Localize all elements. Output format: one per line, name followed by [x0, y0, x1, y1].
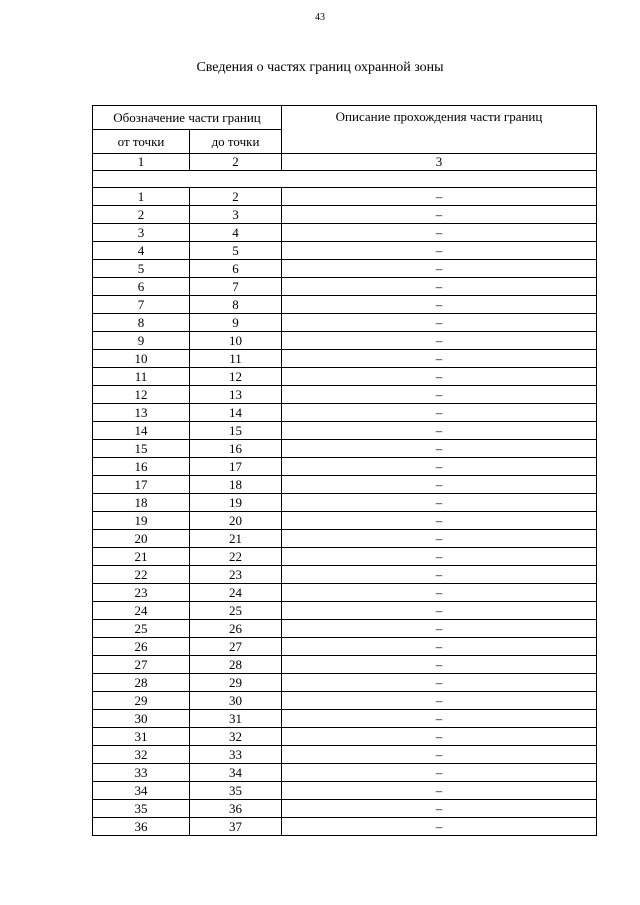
to-point-cell: 6: [190, 260, 282, 278]
table-row: [93, 764, 597, 782]
to-point-cell: 2: [190, 188, 282, 206]
from-point-cell: 16: [93, 458, 190, 476]
from-point-cell: 10: [93, 350, 190, 368]
from-point-cell: 21: [93, 548, 190, 566]
table-row: [93, 260, 597, 278]
description-cell: –: [282, 602, 597, 620]
description-cell: –: [282, 368, 597, 386]
table-row: [93, 602, 597, 620]
description-cell: –: [282, 656, 597, 674]
from-point-cell: 18: [93, 494, 190, 512]
table-row: [93, 458, 597, 476]
table-row: [93, 386, 597, 404]
table-row: [93, 584, 597, 602]
table-row: [93, 494, 597, 512]
to-point-cell: 11: [190, 350, 282, 368]
to-point-cell: 18: [190, 476, 282, 494]
from-point-cell: 32: [93, 746, 190, 764]
description-cell: –: [282, 512, 597, 530]
blank-row: [93, 171, 597, 188]
table-row: [93, 620, 597, 638]
page-number: 43: [315, 12, 325, 23]
to-point-cell: 20: [190, 512, 282, 530]
table-row: [93, 224, 597, 242]
description-cell: –: [282, 782, 597, 800]
to-point-cell: 25: [190, 602, 282, 620]
from-point-cell: 30: [93, 710, 190, 728]
description-cell: –: [282, 242, 597, 260]
table-row: [93, 296, 597, 314]
to-point-cell: 15: [190, 422, 282, 440]
from-point-cell: 1: [93, 188, 190, 206]
description-cell: –: [282, 476, 597, 494]
from-point-cell: 20: [93, 530, 190, 548]
to-point-cell: 28: [190, 656, 282, 674]
from-point-cell: 36: [93, 818, 190, 836]
description-cell: –: [282, 296, 597, 314]
description-cell: –: [282, 458, 597, 476]
to-point-cell: 32: [190, 728, 282, 746]
description-cell: –: [282, 692, 597, 710]
table-row: [93, 782, 597, 800]
boundary-parts-table: [92, 105, 597, 836]
from-point-cell: 28: [93, 674, 190, 692]
table-header-row: [93, 106, 597, 130]
from-point-cell: 5: [93, 260, 190, 278]
table-row: [93, 746, 597, 764]
to-point-cell: 22: [190, 548, 282, 566]
to-point-cell: 23: [190, 566, 282, 584]
from-point-cell: 33: [93, 764, 190, 782]
header-designation: Обозначение части границ: [93, 106, 282, 130]
column-number-row: [93, 154, 597, 171]
to-point-cell: 8: [190, 296, 282, 314]
description-cell: –: [282, 386, 597, 404]
from-point-cell: 6: [93, 278, 190, 296]
from-point-cell: 14: [93, 422, 190, 440]
description-cell: –: [282, 260, 597, 278]
column-number: 2: [190, 154, 282, 171]
to-point-cell: 33: [190, 746, 282, 764]
description-cell: –: [282, 278, 597, 296]
table-row: [93, 188, 597, 206]
to-point-cell: 31: [190, 710, 282, 728]
from-point-cell: 3: [93, 224, 190, 242]
from-point-cell: 23: [93, 584, 190, 602]
to-point-cell: 17: [190, 458, 282, 476]
to-point-cell: 14: [190, 404, 282, 422]
from-point-cell: 31: [93, 728, 190, 746]
to-point-cell: 34: [190, 764, 282, 782]
from-point-cell: 35: [93, 800, 190, 818]
table-row: [93, 242, 597, 260]
description-cell: –: [282, 206, 597, 224]
table-row: [93, 818, 597, 836]
description-cell: –: [282, 530, 597, 548]
header-from-point: от точки: [93, 130, 190, 154]
header-description: Описание прохождения части границ: [282, 106, 597, 154]
table-row: [93, 800, 597, 818]
table-row: [93, 512, 597, 530]
table-row: [93, 566, 597, 584]
to-point-cell: 26: [190, 620, 282, 638]
from-point-cell: 2: [93, 206, 190, 224]
table-row: [93, 530, 597, 548]
description-cell: –: [282, 818, 597, 836]
from-point-cell: 9: [93, 332, 190, 350]
from-point-cell: 19: [93, 512, 190, 530]
from-point-cell: 25: [93, 620, 190, 638]
to-point-cell: 10: [190, 332, 282, 350]
description-cell: –: [282, 440, 597, 458]
description-cell: –: [282, 188, 597, 206]
column-number: 3: [282, 154, 597, 171]
table-row: [93, 548, 597, 566]
table-row: [93, 728, 597, 746]
to-point-cell: 36: [190, 800, 282, 818]
from-point-cell: 24: [93, 602, 190, 620]
from-point-cell: 34: [93, 782, 190, 800]
description-cell: –: [282, 710, 597, 728]
from-point-cell: 7: [93, 296, 190, 314]
description-cell: –: [282, 494, 597, 512]
to-point-cell: 37: [190, 818, 282, 836]
description-cell: –: [282, 584, 597, 602]
table-row: [93, 710, 597, 728]
from-point-cell: 4: [93, 242, 190, 260]
from-point-cell: 22: [93, 566, 190, 584]
table-row: [93, 404, 597, 422]
description-cell: –: [282, 404, 597, 422]
description-cell: –: [282, 314, 597, 332]
from-point-cell: 8: [93, 314, 190, 332]
to-point-cell: 21: [190, 530, 282, 548]
to-point-cell: 27: [190, 638, 282, 656]
table-row: [93, 206, 597, 224]
to-point-cell: 30: [190, 692, 282, 710]
table-row: [93, 332, 597, 350]
page-title: Сведения о частях границ охранной зоны: [196, 60, 444, 75]
to-point-cell: 4: [190, 224, 282, 242]
description-cell: –: [282, 728, 597, 746]
from-point-cell: 17: [93, 476, 190, 494]
description-cell: –: [282, 620, 597, 638]
table-row: [93, 314, 597, 332]
header-to-point: до точки: [190, 130, 282, 154]
to-point-cell: 5: [190, 242, 282, 260]
from-point-cell: 11: [93, 368, 190, 386]
to-point-cell: 9: [190, 314, 282, 332]
table-row: [93, 656, 597, 674]
to-point-cell: 19: [190, 494, 282, 512]
table-row: [93, 368, 597, 386]
table-row: [93, 638, 597, 656]
description-cell: –: [282, 764, 597, 782]
description-cell: –: [282, 674, 597, 692]
from-point-cell: 13: [93, 404, 190, 422]
description-cell: –: [282, 746, 597, 764]
from-point-cell: 12: [93, 386, 190, 404]
to-point-cell: 13: [190, 386, 282, 404]
description-cell: –: [282, 638, 597, 656]
table-row: [93, 350, 597, 368]
from-point-cell: 15: [93, 440, 190, 458]
to-point-cell: 7: [190, 278, 282, 296]
to-point-cell: 3: [190, 206, 282, 224]
blank-cell: [93, 171, 597, 188]
to-point-cell: 35: [190, 782, 282, 800]
description-cell: –: [282, 224, 597, 242]
table-row: [93, 422, 597, 440]
from-point-cell: 26: [93, 638, 190, 656]
description-cell: –: [282, 422, 597, 440]
table-row: [93, 440, 597, 458]
description-cell: –: [282, 548, 597, 566]
to-point-cell: 24: [190, 584, 282, 602]
column-number: 1: [93, 154, 190, 171]
description-cell: –: [282, 566, 597, 584]
description-cell: –: [282, 800, 597, 818]
table-row: [93, 674, 597, 692]
description-cell: –: [282, 332, 597, 350]
to-point-cell: 12: [190, 368, 282, 386]
table-row: [93, 278, 597, 296]
from-point-cell: 29: [93, 692, 190, 710]
from-point-cell: 27: [93, 656, 190, 674]
to-point-cell: 29: [190, 674, 282, 692]
table-row: [93, 476, 597, 494]
table-row: [93, 692, 597, 710]
to-point-cell: 16: [190, 440, 282, 458]
description-cell: –: [282, 350, 597, 368]
